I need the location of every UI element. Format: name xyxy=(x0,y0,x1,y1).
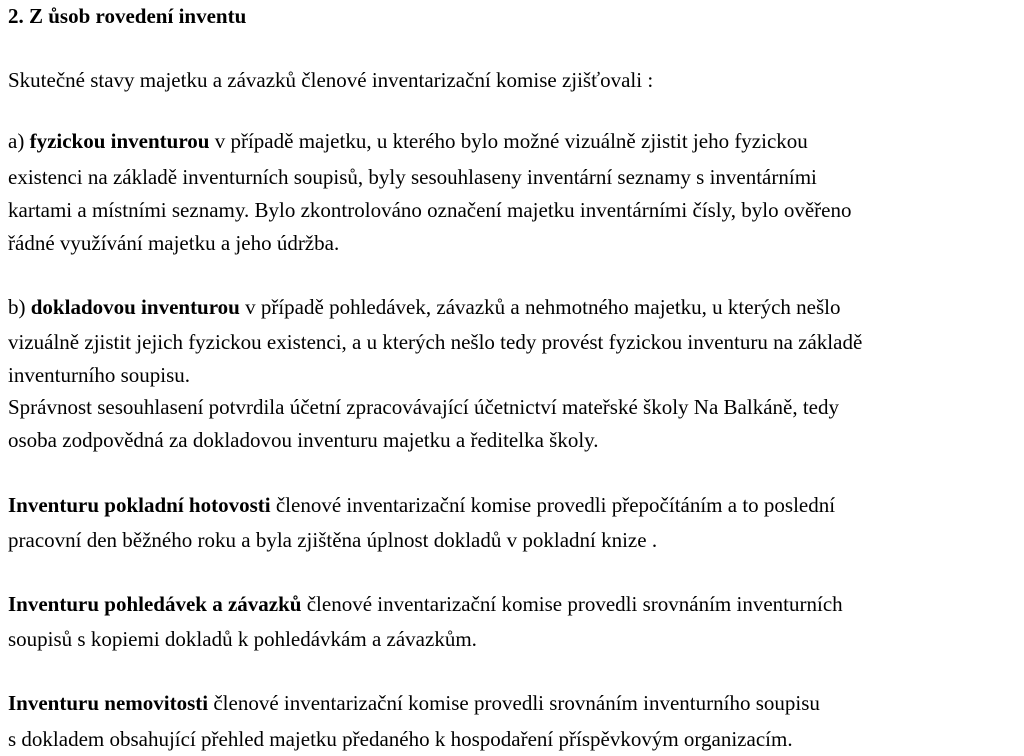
para-receivables-bold-term: Inventuru pohledávek a závazků xyxy=(8,592,302,616)
para-property-bold-term: Inventuru nemovitosti xyxy=(8,691,209,715)
para-b-line-4: Správnost sesouhlasení potvrdila účetní zpracovávající účetnictví mateřské školy Na Balkáně, tedy xyxy=(8,395,839,419)
para-b-line-1 xyxy=(8,294,840,320)
para-property-line-1 xyxy=(8,690,820,716)
para-cash-line-1 xyxy=(8,492,835,518)
para-receivables-line-1-text: členové inventarizační komise provedli srovnáním inventurních xyxy=(301,592,843,616)
para-receivables-line-1 xyxy=(8,591,843,617)
para-a-line-4: řádné využívání majetku a jeho údržba. xyxy=(8,231,340,255)
para-b-line-2: vizuálně zjistit jejich fyzickou existenci, a u kterých nešlo tedy provést fyzickou inventuru na základě xyxy=(8,330,863,354)
para-property-line-1-text: členové inventarizační komise provedli srovnáním inventurního soupisu xyxy=(208,691,820,715)
para-b-line-5: osoba zodpovědná za dokladovou inventuru majetku a ředitelka školy. xyxy=(8,428,599,452)
para-b-line-3: inventurního soupisu. xyxy=(8,363,190,387)
para-a-line-3: kartami a místními seznamy. Bylo zkontrolováno označení majetku inventárními čísly, bylo ověřeno xyxy=(8,198,852,222)
para-a-line-1-text: v případě majetku, u kterého bylo možné vizuálně zjistit jeho fyzickou xyxy=(209,129,808,153)
para-a-line-2: existenci na základě inventurních soupisů, byly sesouhlaseny inventární seznamy s inventárními xyxy=(8,165,817,189)
para-receivables-line-2: soupisů s kopiemi dokladů k pohledávkám a závazkům. xyxy=(8,627,477,651)
para-a-line-1 xyxy=(8,128,808,154)
section-heading: 2. Z ůsob rovedení inventu xyxy=(8,4,247,28)
para-cash-bold-term: Inventuru pokladní hotovosti xyxy=(8,493,271,517)
para-cash-line-2: pracovní den běžného roku a byla zjištěna úplnost dokladů v pokladní knize . xyxy=(8,528,658,552)
para-a-bold-term: fyzickou inventurou xyxy=(29,129,210,153)
intro-paragraph: Skutečné stavy majetku a závazků členové inventarizační komise zjišťovali : xyxy=(8,68,654,92)
para-b-bold-term: dokladovou inventurou xyxy=(30,295,240,319)
para-a-prefix: a) xyxy=(8,129,30,153)
para-b-prefix: b) xyxy=(8,295,31,319)
para-property-line-2: s dokladem obsahující přehled majetku předaného k hospodaření příspěvkovým organizacím. xyxy=(8,727,793,751)
para-cash-line-1-text: členové inventarizační komise provedli přepočítáním a to poslední xyxy=(270,493,836,517)
para-b-line-1-text: v případě pohledávek, závazků a nehmotného majetku, u kterých nešlo xyxy=(239,295,841,319)
